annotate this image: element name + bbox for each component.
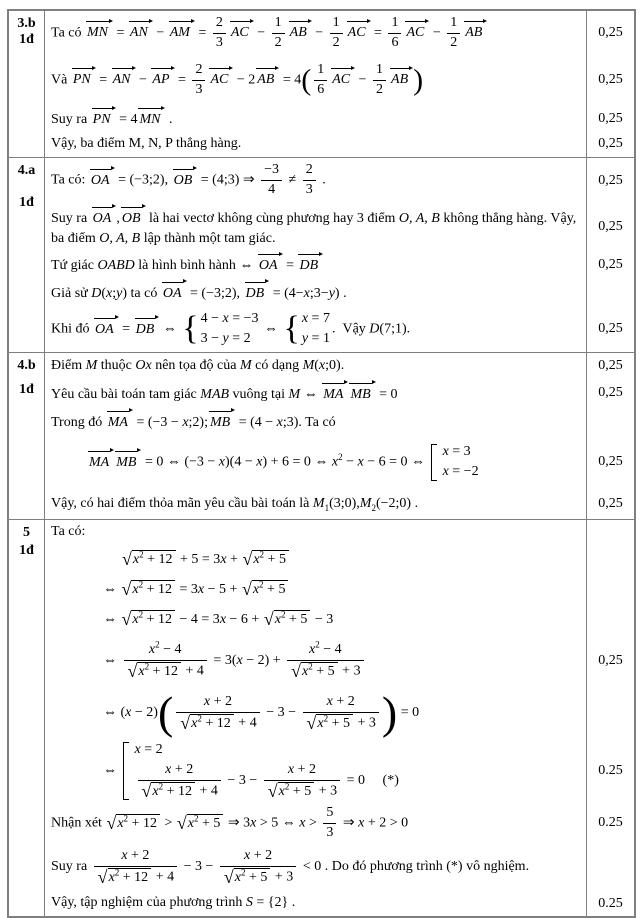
score-cell: 0,25 — [586, 489, 634, 519]
line-formula: Và PN = AN − AP = $\frac{2}{3}$ AC − 2 AB = 4( $\frac{1}{6}$ AC − $\frac{1}{2}$ AB ) — [51, 61, 424, 97]
question-points: 1đ — [19, 543, 34, 559]
line-formula: Ta có: — [51, 524, 86, 540]
line-formula: Vậy, tập nghiệm của phương trình S = {2} . — [51, 895, 296, 911]
solution-line — [45, 379, 634, 407]
score-cell: 0,25 — [586, 11, 634, 55]
score-cell: 0,25 — [586, 158, 634, 204]
score-cell: 0,25 — [586, 435, 634, 489]
solution-line — [45, 278, 634, 306]
score-cell: 0,25 — [586, 306, 634, 352]
line-formula: Tứ giác OABD là hình bình hành ⇔ OA = DB — [45, 251, 586, 278]
question-id: 4.a — [17, 162, 36, 178]
score-cell — [586, 687, 634, 739]
line-formula: Ta có: OA = (−3;2), OB = (4;3) ⇒ $\frac{-3}{4}$ ≠ $\frac{2}{3}$ . — [51, 162, 326, 198]
line-formula: Suy ra PN = 4 MN . — [45, 105, 586, 132]
score-cell — [586, 545, 634, 575]
score-cell: 0.25 — [586, 803, 634, 844]
score-cell: 0,25 — [586, 353, 634, 379]
line-formula: ⇔ √ $x^2 + 12$ − 4 = 3x − 6 + √ $x^2 + 5$ − 3 — [103, 609, 334, 630]
solution-line — [45, 158, 634, 204]
score-cell: 0,25 — [586, 251, 634, 278]
line-formula: ⇔ x = 2 x + 2 √ $x^2 + 12$ + 4 − 3 − x + 2 √ $x^2 + 5$ + 3 = 0 (*) — [103, 741, 399, 801]
solution-line — [45, 803, 634, 844]
solution-line — [45, 251, 634, 278]
score-cell: 0.25 — [586, 739, 634, 803]
line-formula: √ $x^2 + 12$ + 5 = 3x + √ $x^2 + 5$ — [45, 548, 586, 572]
question-id-cell — [9, 158, 45, 353]
solution-line — [45, 55, 634, 105]
question-id-cell — [9, 520, 45, 915]
table-row-3b — [9, 11, 634, 158]
solution-line — [45, 204, 634, 252]
solution-line — [45, 353, 634, 379]
score-cell — [586, 520, 634, 544]
line-formula: Điểm M thuộc Ox nên tọa độ của M có dạng M(x;0). — [51, 358, 345, 374]
solution-line — [45, 739, 634, 803]
answer-key-table — [7, 9, 636, 918]
line-formula: Vậy, ba điểm M, N, P thẳng hàng. — [51, 136, 242, 152]
question-id: 3.b — [17, 16, 36, 31]
solution-line — [45, 105, 634, 132]
solution-line — [45, 891, 634, 915]
solution-line — [45, 435, 634, 489]
score-cell — [586, 605, 634, 635]
solution-line — [45, 575, 634, 605]
score-cell: 0,25 — [586, 635, 634, 687]
question-id-cell — [9, 11, 45, 157]
line-formula: Khi đó OA = DB ⇔ { 4 − x = −3 3 − y = 2 ⇔ { x = 7 y = 1 . Vậy D(7;1). — [51, 310, 411, 348]
line-formula: Giả sử D(x;y) ta có OA = (−3;2), DB = (4−x;3−y) . — [45, 279, 586, 306]
score-cell: 0,25 — [586, 204, 634, 252]
question-id-cell — [9, 353, 45, 519]
solution-line — [45, 605, 634, 635]
score-cell: 0,25 — [586, 105, 634, 132]
question-points: 1đ — [19, 32, 34, 47]
question-points: 1đ — [19, 382, 34, 398]
score-cell — [586, 843, 634, 891]
solution-line — [45, 687, 634, 739]
line-formula: Suy ra x + 2 √ $x^2 + 12$ + 4 − 3 − x + 2 √ $x^2 + 5$ + 3 < 0 . Do đó phương trình (*) vô nghiệm. — [51, 848, 530, 888]
table-row-4b — [9, 353, 634, 520]
question-points: 1đ — [19, 194, 34, 210]
solution-line — [45, 520, 634, 544]
solution-line — [45, 306, 634, 352]
solution-line — [45, 635, 634, 687]
solution-line — [45, 545, 634, 575]
solution-line — [45, 11, 634, 55]
question-id: 4.b — [17, 358, 36, 374]
line-formula: Nhận xét √ $x^2 + 12$ > √ $x^2 + 5$ ⇒ 3x > 5 ⇔ x > $\frac{5}{3}$ ⇒ x + 2 > 0 — [51, 804, 409, 840]
solution-line — [45, 843, 634, 891]
line-formula: Ta có MN = AN − AM = $\frac{2}{3}$ AC − $\frac{1}{2}$ AB − $\frac{1}{2}$ AC = $\frac{1}{6}$ AC − $\frac{1}{2}$ AB — [45, 13, 586, 54]
question-id: 5 — [23, 525, 30, 541]
line-formula: ⇔ (x − 2)( x + 2 √ $x^2 + 12$ + 4 − 3 − x + 2 √ $x^2 + 5$ + 3 ) = 0 — [103, 686, 420, 738]
line-formula: Vậy, có hai điểm thỏa mãn yêu cầu bài toán là $M_1(3;0),M_2(-2;0)$ . — [51, 496, 419, 514]
score-cell — [586, 575, 634, 605]
line-formula: Trong đó MA = (−3 − x;2); MB = (4 − x;3). Ta có — [45, 408, 586, 435]
score-cell: 0,25 — [586, 132, 634, 156]
line-formula: ⇔ √ $x^2 + 12$ = 3x − 5 + √ $x^2 + 5$ — [45, 578, 586, 602]
table-row-5 — [9, 520, 634, 915]
table-row-4a — [9, 158, 634, 354]
line-formula: Yêu cầu bài toán tam giác MAB vuông tại M ⇔ MA MB = 0 — [45, 380, 586, 407]
solution-line — [45, 132, 634, 156]
score-cell — [586, 278, 634, 306]
score-cell: 0.25 — [586, 891, 634, 915]
line-formula: Suy ra OA , OB là hai vectơ không cùng phương hay 3 điểm O, A, B không thẳng hàng. Vậy, ba điểm O, A, B lập thành một tam giác. — [45, 204, 586, 252]
solution-line — [45, 407, 634, 435]
solution-line — [45, 489, 634, 519]
line-formula: ⇔ $x^2 - 4$ √ $x^2 + 12$ + 4 = 3(x − 2) + $x^2 - 4$ √ $x^2 + 5$ + 3 — [45, 640, 586, 682]
line-formula: MA MB = 0 ⇔ (−3 − x)(4 − x) + 6 = 0 ⇔ $x^2 - x - 6 = 0$ ⇔ x = 3 x = −2 — [89, 444, 479, 479]
score-cell: 0,25 — [586, 55, 634, 105]
score-cell — [586, 407, 634, 435]
score-cell: 0,25 — [586, 379, 634, 407]
